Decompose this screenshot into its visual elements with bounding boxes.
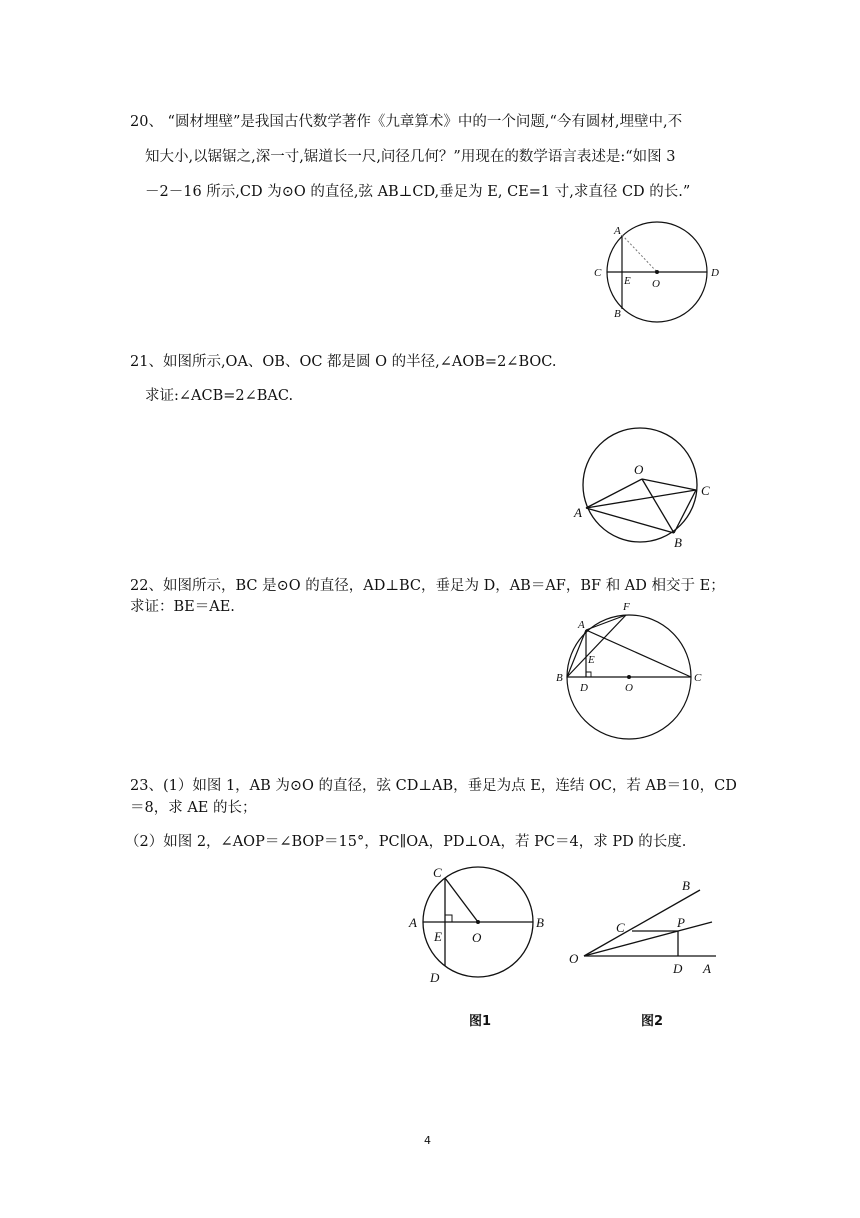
q23-fig1-label-c: C bbox=[433, 865, 442, 880]
q22-label-b: B bbox=[556, 672, 563, 684]
q21-segment-bc bbox=[674, 490, 696, 533]
q20-figure bbox=[590, 220, 730, 330]
q23-fig1-right-angle-mark bbox=[445, 915, 452, 922]
q23-figure2 bbox=[566, 876, 726, 986]
q23-fig1-label-e: E bbox=[434, 929, 442, 944]
q22-label-d: D bbox=[580, 682, 588, 694]
q22-segment-af bbox=[586, 615, 626, 630]
q23-fig2-label-c: C bbox=[616, 920, 625, 935]
q22-text-line1: 22、如图所示，BC 是⊙O 的直径，AD⊥BC，垂足为 D，AB＝AF，BF 和 AD 相交于 E； bbox=[130, 578, 725, 594]
q21-text-line1: 21、如图所示,OA、OB、OC 都是圆 O 的半径,∠AOB=2∠BOC. bbox=[130, 354, 557, 370]
q23-text-line2: ＝8，求 AE 的长； bbox=[130, 800, 257, 816]
q22-text-line2: 求证：BE＝AE. bbox=[130, 599, 235, 615]
q23-fig1-label-d: D bbox=[430, 970, 440, 985]
q23-fig2-label-a: A bbox=[703, 961, 711, 976]
q20-label-o: O bbox=[652, 278, 660, 290]
q20-dotted-ao bbox=[622, 235, 657, 272]
q21-label-a: A bbox=[574, 505, 582, 520]
q23-fig2-label-b: B bbox=[682, 878, 690, 893]
q22-segment-ab bbox=[567, 630, 586, 677]
q23-fig1-label-o: O bbox=[472, 930, 482, 945]
q23-fig1-label-a: A bbox=[409, 915, 417, 930]
q20-label-d: D bbox=[711, 267, 719, 279]
q22-label-o: O bbox=[625, 682, 633, 694]
q22-right-angle-mark bbox=[586, 672, 591, 677]
q23-figure1-caption: 图1 bbox=[469, 1014, 492, 1029]
q20-label-b: B bbox=[614, 308, 621, 320]
q23-figure1 bbox=[402, 862, 562, 992]
q23-text-line3: （2）如图 2，∠AOP＝∠BOP＝15°，PC∥OA，PD⊥OA，若 PC＝4，求 PD 的长度. bbox=[125, 834, 687, 850]
q21-segment-oc bbox=[642, 479, 696, 490]
q20-label-c: C bbox=[594, 267, 602, 279]
q23-fig2-label-o: O bbox=[569, 951, 579, 966]
q21-figure bbox=[568, 420, 728, 555]
q20-center-dot bbox=[655, 270, 659, 274]
q23-fig2-label-p: P bbox=[677, 915, 685, 930]
page-number: 4 bbox=[424, 1134, 431, 1147]
q21-label-b: B bbox=[674, 535, 682, 550]
q21-label-c: C bbox=[701, 483, 710, 498]
q20-label-e: E bbox=[624, 275, 631, 287]
q21-circle bbox=[583, 428, 697, 542]
q22-label-c: C bbox=[694, 672, 702, 684]
q20-text-line2: 知大小,以锯锯之,深一寸,锯道长一尺,问径几何？”用现在的数学语言表述是:“如图 3 bbox=[145, 149, 676, 165]
q20-text-line3: －2－16 所示,CD 为⊙O 的直径,弦 AB⊥CD,垂足为 E, CE=1 寸,求直径 CD 的长.” bbox=[145, 184, 691, 200]
q22-label-e: E bbox=[588, 654, 595, 666]
q20-text-line1: 20、 “圆材埋壁”是我国古代数学著作《九章算术》中的一个问题,“今有圆材,埋壁中,不 bbox=[130, 114, 683, 130]
q22-center-dot bbox=[627, 675, 631, 679]
q23-fig1-center-dot bbox=[476, 920, 480, 924]
q23-figure2-caption: 图2 bbox=[641, 1014, 664, 1029]
q23-fig2-ray-op bbox=[584, 922, 712, 956]
q22-segment-ac bbox=[586, 630, 691, 677]
q23-text-line1: 23、(1）如图 1，AB 为⊙O 的直径，弦 CD⊥AB，垂足为点 E，连结 OC，若 AB＝10，CD bbox=[130, 778, 737, 794]
q22-figure bbox=[550, 595, 710, 745]
q22-label-a: A bbox=[578, 619, 585, 631]
q21-text-line2: 求证:∠ACB=2∠BAC. bbox=[145, 388, 294, 404]
q21-label-o: O bbox=[634, 462, 644, 477]
q20-label-a: A bbox=[614, 225, 621, 237]
q22-label-f: F bbox=[623, 601, 630, 613]
q23-fig1-label-b: B bbox=[536, 915, 544, 930]
q23-fig2-label-d: D bbox=[673, 961, 683, 976]
